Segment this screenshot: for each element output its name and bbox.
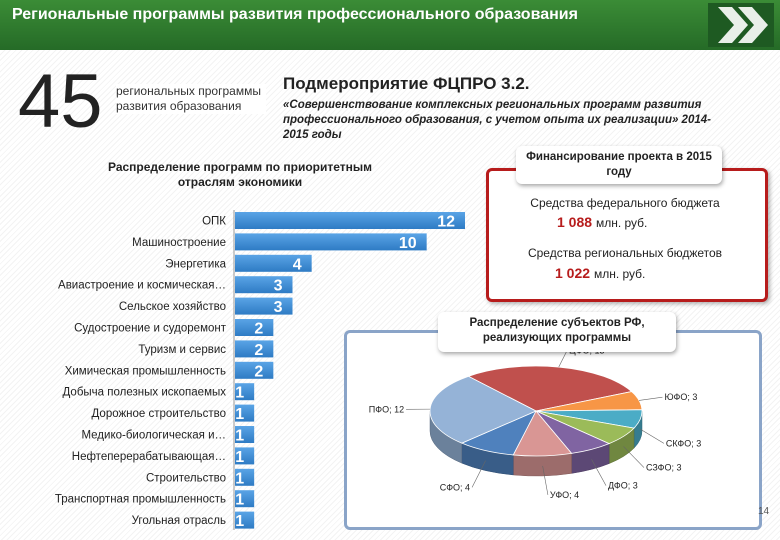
bar-value-label: 2 <box>254 320 264 338</box>
logo <box>708 3 774 47</box>
federal-districts-pie-chart <box>347 333 753 521</box>
pie-slice-label: ЮФО; 3 <box>664 392 698 403</box>
subprogram-description: «Совершенствование комплексных региональных программ развития профессионального образования, с учетом опыта их реализации» 2014-2015 годы <box>283 99 711 141</box>
bar-value-label: 3 <box>273 299 283 317</box>
federal-budget-unit: млн. руб. <box>595 216 648 230</box>
bar-value-label: 1 <box>235 427 245 445</box>
bar-category-label: Энергетика <box>165 258 226 271</box>
bar <box>235 298 293 315</box>
bar <box>235 276 293 293</box>
bar-value-label: 1 <box>235 491 245 509</box>
programs-caption: региональных программы развития образования <box>116 84 266 114</box>
pie-slice-label: СКФО; 3 <box>665 438 702 449</box>
pie-slice-label: СЗФО; 3 <box>645 462 682 473</box>
bar-value-label: 12 <box>437 213 455 231</box>
pie-leader-line <box>639 397 662 400</box>
pie-slice-label: ПФО; 12 <box>368 404 405 415</box>
bar-category-label: Судостроение и судоремонт <box>74 322 226 335</box>
bar-value-label: 1 <box>235 384 245 402</box>
pie-leader-line <box>623 446 644 467</box>
bar-value-label: 1 <box>235 513 245 530</box>
federal-budget-label: Средства федерального бюджета <box>530 196 720 210</box>
regional-budget-amount: 1 022 <box>555 265 591 281</box>
pie-leader-line <box>640 429 664 443</box>
pie-leader-line <box>559 350 567 367</box>
finance-title: Финансирование проекта в 2015 году <box>516 146 722 184</box>
pie-chart-title: Распределение субъектов РФ, реализующих программы <box>438 312 676 352</box>
regional-budget-unit: млн. руб. <box>593 267 646 281</box>
pie-slice-label: СФО; 4 <box>439 482 471 493</box>
pie-slice-label: ДФО; 3 <box>608 480 638 491</box>
bar-category-label: Нефтеперерабатывающая… <box>71 450 226 463</box>
bar-value-label: 1 <box>235 406 245 424</box>
bar-value-label: 2 <box>254 363 264 381</box>
bar-category-label: Химическая промышленность <box>64 365 226 378</box>
bar-category-label: Добыча полезных ископаемых <box>62 386 226 399</box>
bar-chart-title: Распределение программ по приоритетным отраслям экономики <box>107 160 373 189</box>
bar-category-label: Медико-биологическая и… <box>81 429 226 442</box>
page-title: Региональные программы развития профессионального образования <box>12 6 578 23</box>
bar-value-label: 3 <box>273 277 283 295</box>
page-number: 14 <box>758 506 770 517</box>
finance-panel <box>486 168 768 302</box>
regional-budget-label: Средства региональных бюджетов <box>527 246 723 260</box>
header-bar <box>0 0 780 50</box>
bar-value-label: 10 <box>398 234 417 252</box>
bar-category-label: Транспортная промышленность <box>54 493 226 506</box>
pie-slice-side <box>513 453 571 476</box>
bar-value-label: 4 <box>292 256 302 274</box>
regional-budget-value <box>555 265 645 281</box>
bar-category-label: Сельское хозяйство <box>118 301 226 314</box>
bar-value-label: 1 <box>235 470 245 488</box>
bar-category-label: Угольная отрасль <box>131 515 226 528</box>
chevron-logo-icon <box>708 3 774 47</box>
bar-value-label: 2 <box>254 341 264 359</box>
pie-slice-label: УФО; 4 <box>549 489 580 500</box>
federal-budget-value <box>557 214 647 230</box>
bar-category-label: Машиностроение <box>132 236 226 249</box>
bar <box>235 212 465 229</box>
subprogram-title: Подмероприятие ФЦПРО 3.2. <box>283 74 530 93</box>
bar-category-label: Туризм и сервис <box>138 343 226 356</box>
federal-budget-amount: 1 088 <box>557 214 593 230</box>
bar-category-label: Строительство <box>145 472 226 485</box>
bar-category-label: ОПК <box>202 215 226 228</box>
programs-count: 45 <box>18 59 103 144</box>
bar-category-label: Авиастроение и космическая… <box>58 279 226 292</box>
bar-value-label: 1 <box>235 448 245 466</box>
bar-category-label: Дорожное строительство <box>91 408 226 421</box>
